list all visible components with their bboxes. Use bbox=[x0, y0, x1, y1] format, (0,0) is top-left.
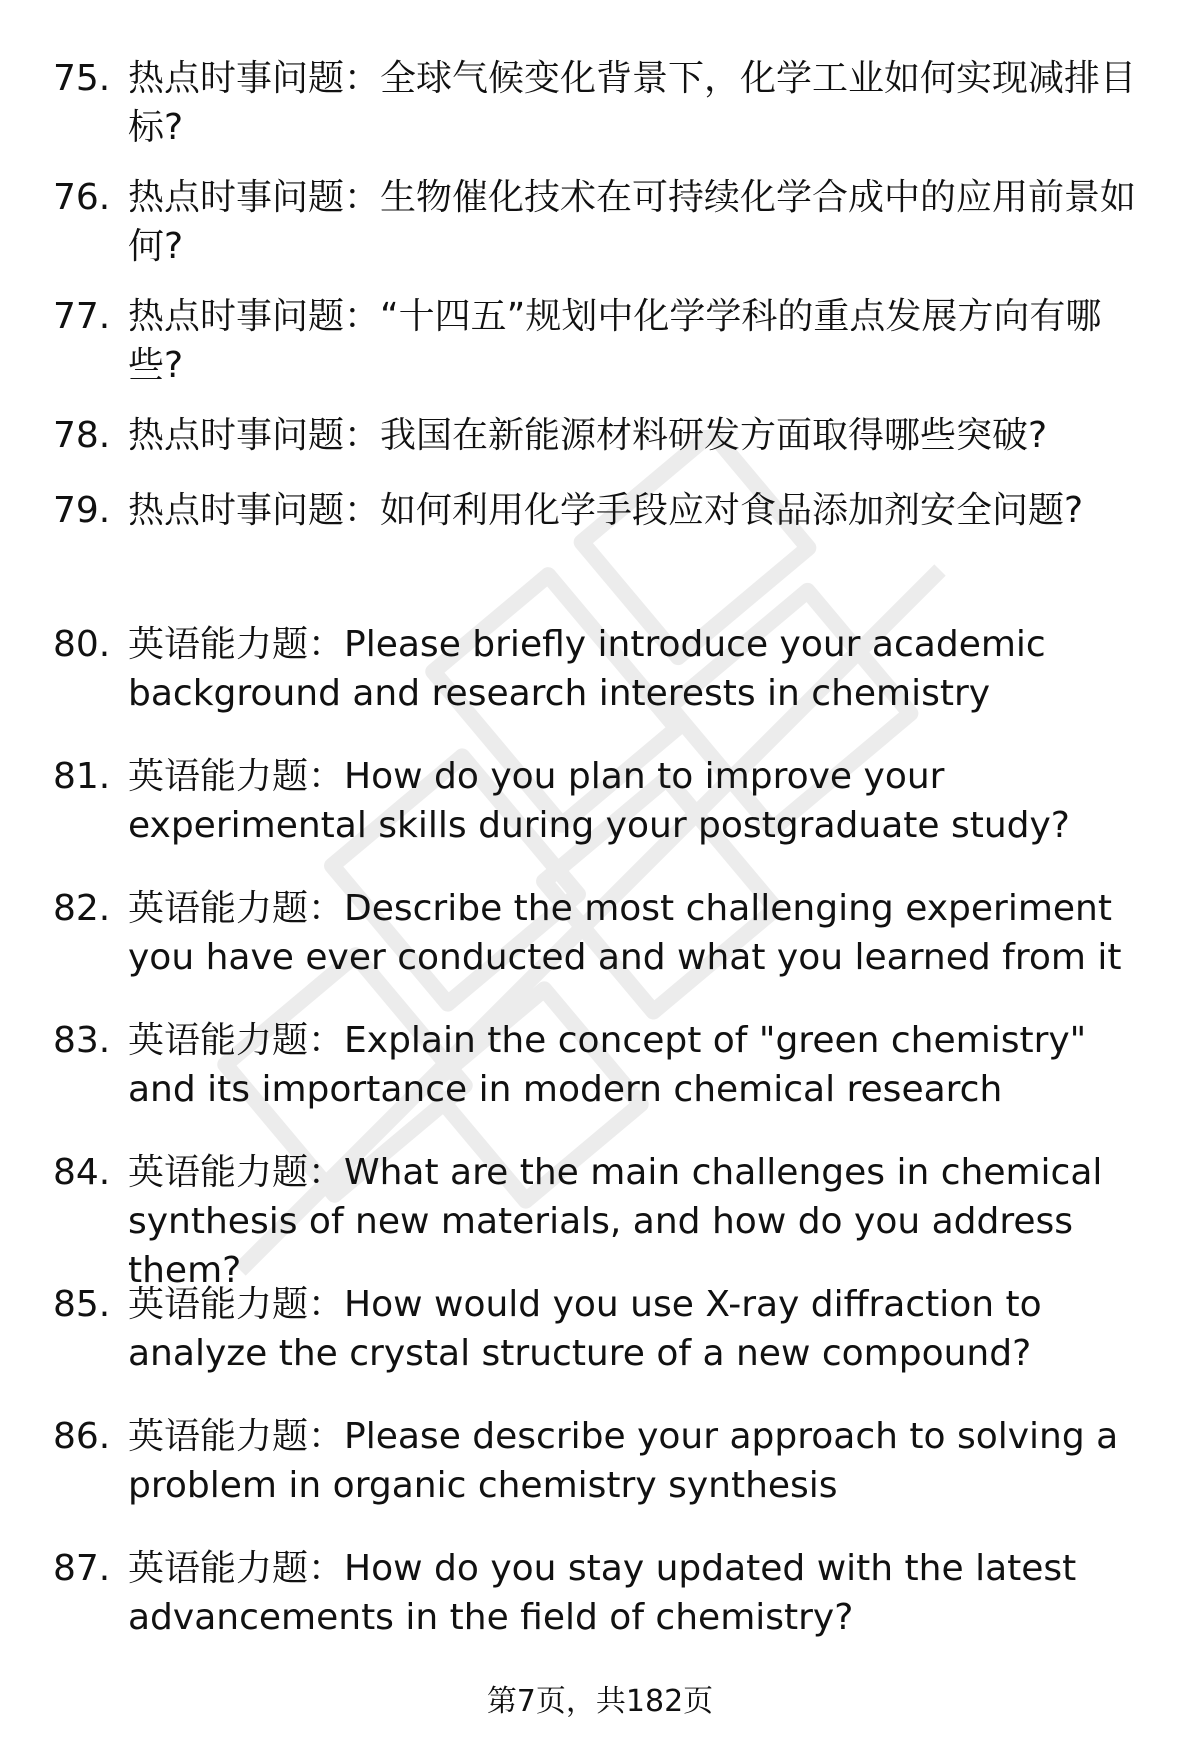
question-category: 英语能力题： bbox=[128, 1548, 345, 1589]
question-number: 86. bbox=[53, 1416, 111, 1457]
question-category: 英语能力题： bbox=[128, 1020, 345, 1061]
page-number: 第7页，共182页 bbox=[486, 1684, 714, 1719]
question-category: 热点时事问题： bbox=[128, 296, 381, 337]
question-category: 热点时事问题： bbox=[128, 490, 381, 531]
question-text: 我国在新能源材料研发方面取得哪些突破? bbox=[380, 415, 1048, 456]
question-category: 英语能力题： bbox=[128, 624, 345, 665]
question-number: 75. bbox=[53, 58, 111, 99]
question-body bbox=[128, 173, 1148, 271]
question-text: How do you plan to improve your experimental skills during your postgraduate study? bbox=[128, 756, 1070, 846]
question-category: 英语能力题： bbox=[128, 1152, 345, 1193]
question-text: 生物催化技术在可持续化学合成中的应用前景如何? bbox=[128, 177, 1137, 267]
question-text: 全球气候变化背景下，化学工业如何实现减排目标? bbox=[128, 58, 1137, 148]
question-body bbox=[128, 884, 1148, 982]
question-body bbox=[128, 752, 1148, 850]
question-number: 82. bbox=[53, 888, 111, 929]
question-body bbox=[128, 1148, 1148, 1295]
question-body bbox=[128, 292, 1148, 390]
question-body bbox=[128, 1016, 1148, 1114]
question-number: 79. bbox=[53, 490, 111, 531]
question-body bbox=[128, 620, 1148, 718]
question-number: 80. bbox=[53, 624, 111, 665]
question-body bbox=[128, 1280, 1148, 1378]
question-text: Please describe your approach to solving a problem in organic chemistry synthesis bbox=[128, 1416, 1119, 1506]
question-text: Describe the most challenging experiment you have ever conducted and what you learned from it bbox=[128, 888, 1122, 978]
question-text: 如何利用化学手段应对食品添加剂安全问题? bbox=[380, 490, 1084, 531]
question-number: 76. bbox=[53, 177, 111, 218]
question-text: How would you use X-ray diffraction to analyze the crystal structure of a new compound? bbox=[128, 1284, 1042, 1374]
question-text: What are the main challenges in chemical synthesis of new materials, and how do you address them? bbox=[128, 1152, 1103, 1291]
question-body bbox=[128, 54, 1148, 152]
question-number: 83. bbox=[53, 1020, 111, 1061]
question-category: 英语能力题： bbox=[128, 756, 345, 797]
question-text: Please briefly introduce your academic background and research interests in chemistry bbox=[128, 624, 1046, 714]
question-body bbox=[128, 1544, 1148, 1642]
question-category: 热点时事问题： bbox=[128, 415, 381, 456]
question-text: “十四五”规划中化学学科的重点发展方向有哪些? bbox=[128, 296, 1102, 386]
question-category: 英语能力题： bbox=[128, 1284, 345, 1325]
question-text: Explain the concept of "green chemistry" and its importance in modern chemical research bbox=[128, 1020, 1087, 1110]
question-body bbox=[128, 486, 1148, 535]
question-category: 英语能力题： bbox=[128, 888, 345, 929]
question-category: 热点时事问题： bbox=[128, 58, 381, 99]
question-text: How do you stay updated with the latest advancements in the field of chemistry? bbox=[128, 1548, 1077, 1638]
question-number: 78. bbox=[53, 415, 111, 456]
question-number: 87. bbox=[53, 1548, 111, 1589]
question-body bbox=[128, 411, 1148, 460]
question-number: 81. bbox=[53, 756, 111, 797]
question-number: 85. bbox=[53, 1284, 111, 1325]
question-category: 热点时事问题： bbox=[128, 177, 381, 218]
question-category: 英语能力题： bbox=[128, 1416, 345, 1457]
question-number: 84. bbox=[53, 1152, 111, 1193]
question-body bbox=[128, 1412, 1148, 1510]
question-number: 77. bbox=[53, 296, 111, 337]
